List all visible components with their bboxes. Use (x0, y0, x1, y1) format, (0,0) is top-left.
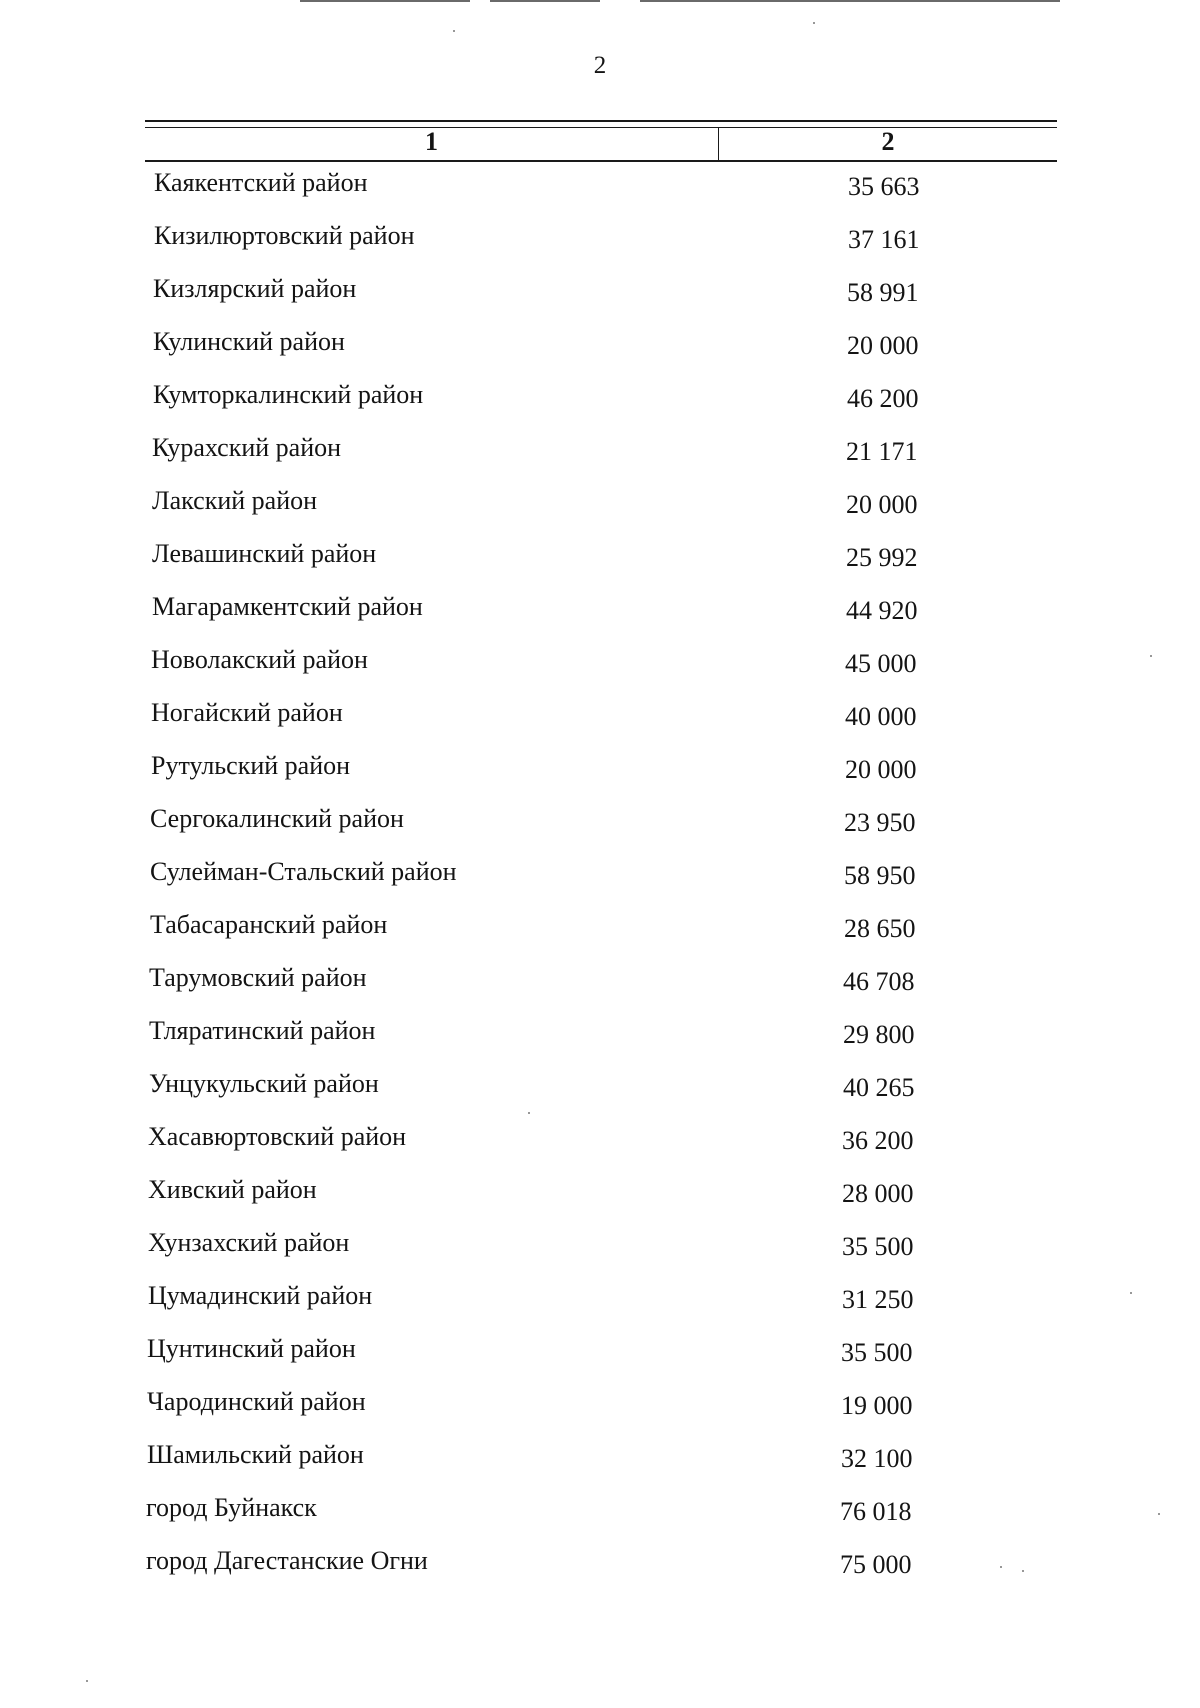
page-number: 2 (593, 52, 607, 79)
row-value: 58 950 (844, 861, 916, 890)
column-header-2: 2 (881, 127, 895, 156)
table-row (0, 264, 1200, 317)
scan-speck (813, 22, 815, 24)
row-value: 20 000 (845, 755, 917, 784)
row-value: 35 500 (841, 1338, 913, 1367)
row-value: 31 250 (842, 1285, 914, 1314)
row-value: 20 000 (847, 331, 919, 360)
table-row (0, 211, 1200, 264)
row-value: 23 950 (844, 808, 916, 837)
row-value: 44 920 (846, 596, 918, 625)
row-value: 28 000 (842, 1179, 914, 1208)
row-value: 75 000 (840, 1550, 912, 1579)
row-district-name: Ногайский район (151, 698, 343, 727)
table-top-rule (145, 120, 1057, 122)
row-district-name: Табасаранский район (150, 910, 388, 939)
table-row (0, 1483, 1200, 1536)
table-row (0, 423, 1200, 476)
row-district-name: Сулейман-Стальский район (150, 857, 457, 886)
table-row (0, 1536, 1200, 1589)
table-row (0, 794, 1200, 847)
row-value: 32 100 (841, 1444, 913, 1473)
row-district-name: Каякентский район (154, 168, 368, 197)
row-district-name: Хунзахский район (148, 1228, 350, 1257)
table-row (0, 158, 1200, 211)
row-district-name: Тарумовский район (149, 963, 367, 992)
table-row (0, 1377, 1200, 1430)
row-district-name: Новолакский район (151, 645, 368, 674)
row-value: 45 000 (845, 649, 917, 678)
table-row (0, 1006, 1200, 1059)
row-value: 25 992 (846, 543, 918, 572)
row-value: 40 265 (843, 1073, 915, 1102)
row-value: 29 800 (843, 1020, 915, 1049)
row-district-name: Цумадинский район (148, 1281, 373, 1310)
table-row (0, 370, 1200, 423)
table-body (0, 158, 1200, 1589)
row-value: 35 500 (842, 1232, 914, 1261)
table-row (0, 1430, 1200, 1483)
table-row (0, 1165, 1200, 1218)
row-district-name: Шамильский район (147, 1440, 364, 1469)
table-row (0, 1324, 1200, 1377)
row-value: 19 000 (841, 1391, 913, 1420)
row-district-name: Кизилюртовский район (154, 221, 415, 250)
scan-edge-line (490, 0, 600, 2)
table-row (0, 741, 1200, 794)
row-district-name: город Дагестанские Огни (146, 1546, 428, 1575)
row-district-name: город Буйнакск (146, 1493, 317, 1522)
row-district-name: Цунтинский район (147, 1334, 356, 1363)
row-value: 28 650 (844, 914, 916, 943)
row-value: 46 708 (843, 967, 915, 996)
table-row (0, 1059, 1200, 1112)
row-value: 46 200 (847, 384, 919, 413)
table-row (0, 476, 1200, 529)
row-district-name: Чародинский район (147, 1387, 366, 1416)
row-district-name: Кизлярский район (153, 274, 357, 303)
row-district-name: Тляратинский район (149, 1016, 376, 1045)
table-row (0, 317, 1200, 370)
table-row (0, 1218, 1200, 1271)
row-value: 58 991 (847, 278, 919, 307)
row-value: 76 018 (840, 1497, 912, 1526)
row-district-name: Хивский район (148, 1175, 317, 1204)
row-district-name: Лакский район (152, 486, 318, 515)
column-header-1: 1 (425, 127, 438, 156)
table-row (0, 688, 1200, 741)
row-district-name: Унцукульский район (149, 1069, 379, 1098)
table-row (0, 582, 1200, 635)
row-district-name: Сергокалинский район (150, 804, 404, 833)
row-district-name: Левашинский район (152, 539, 377, 568)
row-district-name: Кулинский район (153, 327, 345, 356)
row-district-name: Курахский район (152, 433, 342, 462)
row-value: 40 000 (845, 702, 917, 731)
scan-edge-line (300, 0, 470, 2)
table-row (0, 953, 1200, 1006)
table-row (0, 1271, 1200, 1324)
row-district-name: Рутульский район (151, 751, 351, 780)
scan-speck (453, 30, 455, 32)
row-value: 21 171 (846, 437, 918, 466)
row-district-name: Кумторкалинский район (153, 380, 424, 409)
row-value: 35 663 (848, 172, 920, 201)
table-row (0, 635, 1200, 688)
table-row (0, 900, 1200, 953)
row-value: 37 161 (848, 225, 920, 254)
table-row (0, 529, 1200, 582)
table-row (0, 1112, 1200, 1165)
scan-edge-line (640, 0, 1060, 2)
row-district-name: Магарамкентский район (152, 592, 423, 621)
row-district-name: Хасавюртовский район (148, 1122, 407, 1151)
scan-speck (86, 1680, 88, 1682)
row-value: 36 200 (842, 1126, 914, 1155)
row-value: 20 000 (846, 490, 918, 519)
table-row (0, 847, 1200, 900)
